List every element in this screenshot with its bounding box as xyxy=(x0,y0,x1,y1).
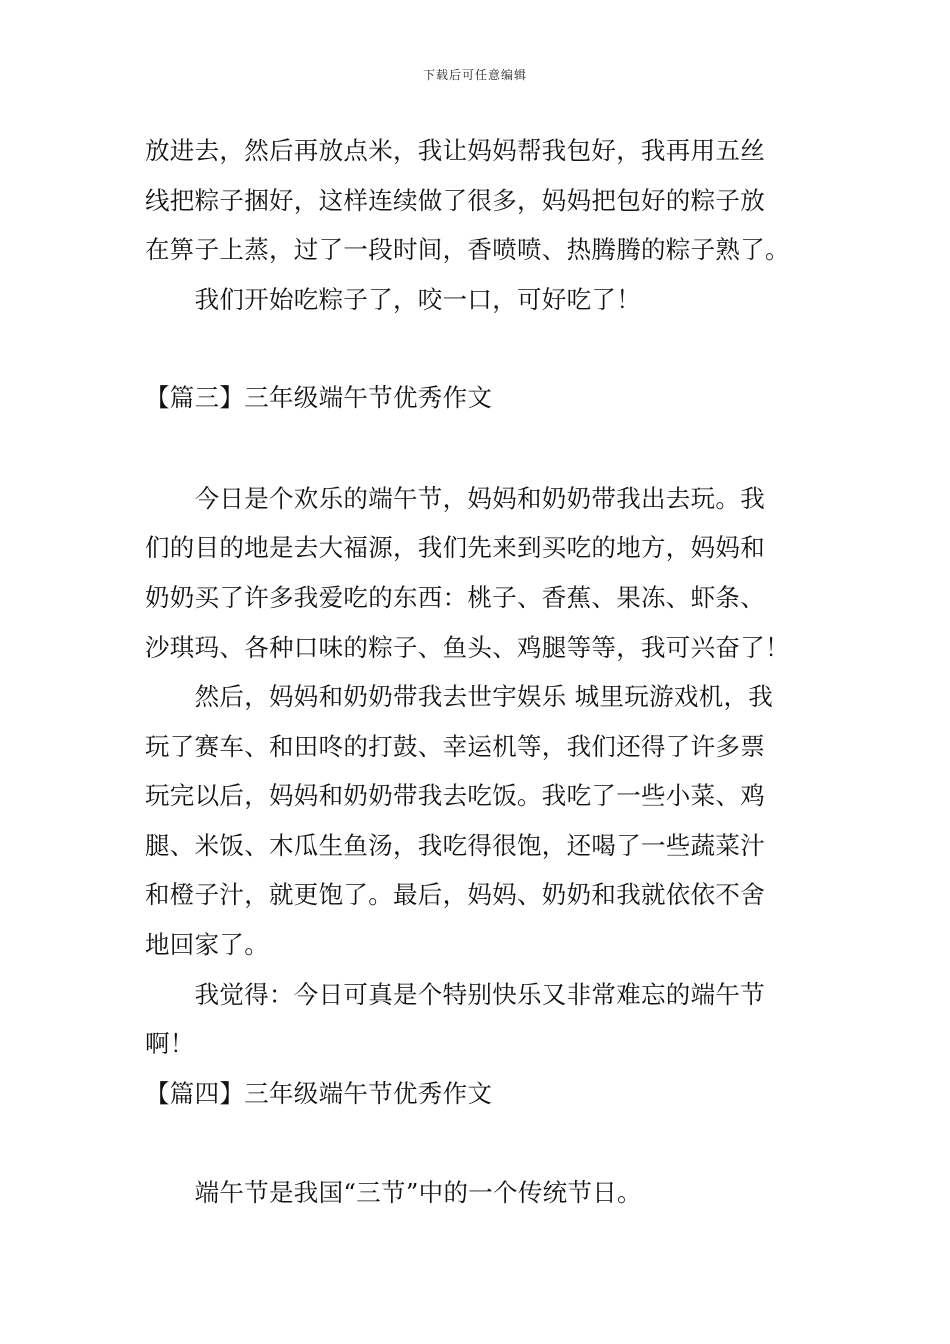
section-title: 【篇三】三年级端午节优秀作文 xyxy=(145,383,493,412)
section-title: 【篇四】三年级端午节优秀作文 xyxy=(145,1079,493,1108)
paragraph-line: 地回家了。 xyxy=(145,930,269,959)
paragraph-line: 和橙子汁，就更饱了。最后，妈妈、奶奶和我就依依不舍 xyxy=(145,880,765,909)
paragraph-line: 玩了赛车、和田咚的打鼓、幸运机等，我们还得了许多票 xyxy=(145,732,765,761)
paragraph-line: 玩完以后，妈妈和奶奶带我去吃饭。我吃了一些小菜、鸡 xyxy=(145,781,765,810)
paragraph-line: 端午节是我国“三节”中的一个传统节日。 xyxy=(145,1178,642,1207)
paragraph-line: 今日是个欢乐的端午节，妈妈和奶奶带我出去玩。我 xyxy=(145,484,765,513)
paragraph-line: 我觉得：今日可真是个特别快乐又非常难忘的端午节 xyxy=(145,980,765,1009)
paragraph-line: 啊！ xyxy=(145,1029,195,1058)
paragraph-line: 线把粽子捆好，这样连续做了很多，妈妈把包好的粽子放 xyxy=(145,186,765,215)
paragraph-line: 腿、米饭、木瓜生鱼汤，我吃得很饱，还喝了一些蔬菜汁 xyxy=(145,831,765,860)
paragraph-line: 们的目的地是去大福源，我们先来到买吃的地方，妈妈和 xyxy=(145,533,765,562)
paragraph-line: 沙琪玛、各种口味的粽子、鱼头、鸡腿等等，我可兴奋了！ xyxy=(145,633,790,662)
paragraph-line: 放进去，然后再放点米，我让妈妈帮我包好，我再用五丝 xyxy=(145,136,765,165)
paragraph-line: 在箅子上蒸，过了一段时间，香喷喷、热腾腾的粽子熟了。 xyxy=(145,235,790,264)
paragraph-line: 然后，妈妈和奶奶带我去世宇娱乐 城里玩游戏机，我 xyxy=(145,682,774,711)
page-header-note: 下载后可任意编辑 xyxy=(422,68,527,82)
paragraph-line: 奶奶买了许多我爱吃的东西：桃子、香蕉、果冻、虾条、 xyxy=(145,583,765,612)
paragraph-line: 我们开始吃粽子了，咬一口，可好吃了！ xyxy=(145,285,641,314)
